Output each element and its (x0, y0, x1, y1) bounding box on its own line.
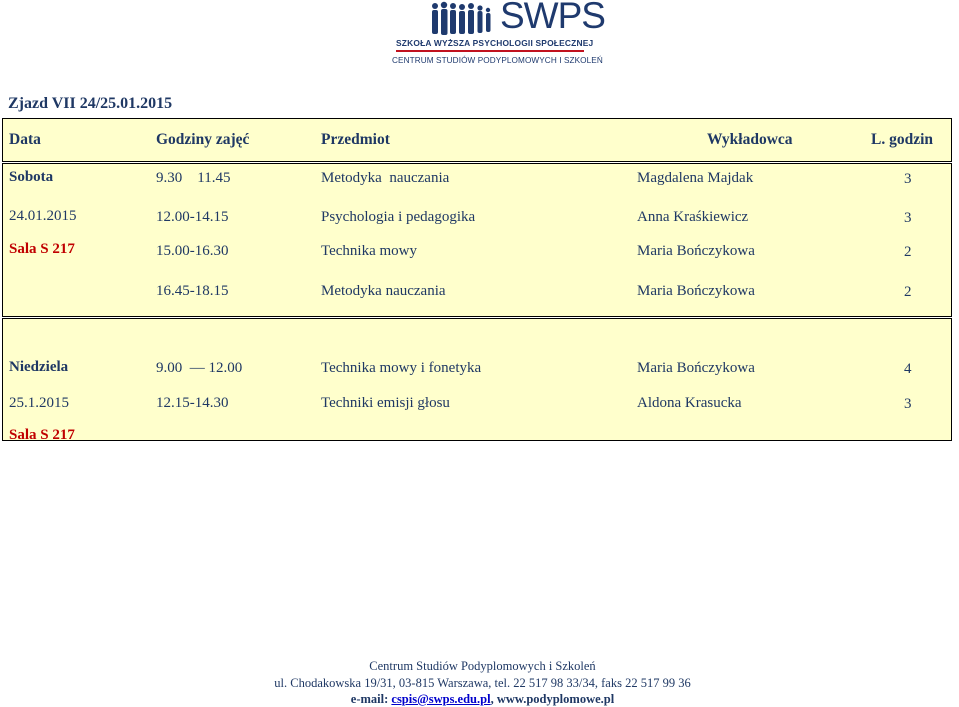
row-time: 16.45-18.15 (156, 283, 229, 299)
logo-divider (396, 50, 584, 52)
row-hours: 2 (904, 284, 912, 300)
logo-center-name: CENTRUM STUDIÓW PODYPLOMOWYCH I SZKOLEŃ (392, 56, 603, 65)
row-lecturer: Maria Bończykowa (637, 243, 755, 259)
footer-address: ul. Chodakowska 19/31, 03-815 Warszawa, tel. 22 517 98 33/34, faks 22 517 99 36 (274, 676, 691, 690)
row-subject: Techniki emisji głosu (321, 395, 450, 411)
header-lecturer: Wykładowca (707, 131, 793, 148)
page-title: Zjazd VII 24/25.01.2015 (8, 95, 173, 112)
schedule-block-sunday (2, 318, 952, 441)
row-subject: Psychologia i pedagogika (321, 209, 476, 225)
date-label: 24.01.2015 (9, 208, 77, 224)
row-subject: Metodyka nauczania (321, 283, 446, 299)
room-label: Sala S 217 (9, 241, 75, 257)
header-date: Data (9, 131, 41, 148)
date-label: 25.1.2015 (9, 395, 69, 411)
row-hours: 2 (904, 244, 912, 260)
header-subject: Przedmiot (321, 131, 390, 148)
table-header (2, 118, 952, 162)
row-subject: Technika mowy (321, 243, 418, 259)
row-subject: Technika mowy i fonetyka (321, 360, 482, 376)
row-time: 12.00-14.15 (156, 209, 229, 225)
row-hours: 3 (904, 396, 912, 412)
people-silhouettes-icon (392, 0, 497, 36)
row-subject: Metodyka nauczania (321, 170, 450, 186)
row-lecturer: Anna Kraśkiewicz (637, 209, 749, 225)
schedule-block-saturday (2, 163, 952, 317)
row-time: 9.30 11.45 (156, 170, 231, 186)
row-time: 15.00-16.30 (156, 243, 229, 259)
row-hours: 3 (904, 210, 912, 226)
row-lecturer: Aldona Krasucka (637, 395, 742, 411)
row-lecturer: Maria Bończykowa (637, 283, 755, 299)
footer-website[interactable]: , www.podyplomowe.pl (490, 692, 615, 706)
row-time: 9.00 — 12.00 (156, 360, 243, 376)
day-label: Niedziela (9, 359, 69, 375)
logo-brand: SWPS (500, 0, 605, 36)
room-label: Sala S 217 (9, 427, 75, 443)
row-time: 12.15-14.30 (156, 395, 229, 411)
footer-email-label: e-mail: (350, 692, 392, 706)
header-hours: Godziny zajęć (156, 131, 250, 148)
header-hours-count: L. godzin (871, 131, 934, 148)
day-label: Sobota (9, 169, 54, 185)
footer-email-link[interactable]: cspis@swps.edu.pl (391, 692, 491, 706)
row-lecturer: Maria Bończykowa (637, 360, 755, 376)
row-lecturer: Magdalena Majdak (637, 170, 754, 186)
footer-center-name: Centrum Studiów Podyplomowych i Szkoleń (369, 659, 596, 673)
swps-logo (392, 0, 605, 70)
logo-university-name: SZKOŁA WYŻSZA PSYCHOLOGII SPOŁECZNEJ (396, 38, 594, 48)
row-hours: 3 (904, 171, 912, 187)
row-hours: 4 (904, 361, 912, 377)
